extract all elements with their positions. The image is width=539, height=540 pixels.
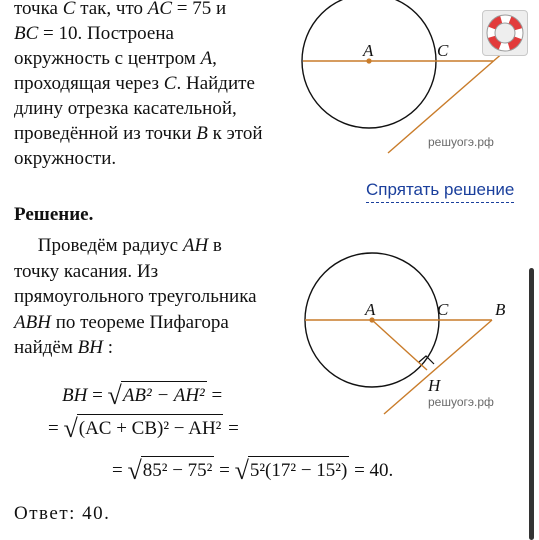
solution-heading: Решение.: [14, 204, 94, 225]
text-line: проходящая через C. Найдите: [14, 73, 255, 94]
text-line: точку касания. Из: [14, 260, 159, 282]
text-line: ABH по теореме Пифагора: [14, 311, 229, 333]
formula-radicand-3: 85² − 75²: [141, 456, 215, 485]
formula-radicand-4: 5²(17² − 15²): [248, 456, 349, 485]
text-line: BC = 10. Построена: [14, 23, 174, 44]
label-c: C: [437, 300, 449, 319]
text-line: Проведём радиус AH в: [14, 235, 222, 256]
text-line: длину отрезка касательной,: [14, 98, 237, 119]
label-h: H: [428, 376, 441, 395]
label-b: B: [495, 300, 506, 319]
label-a: A: [363, 41, 374, 60]
formula-line-3: = √85² − 75² = √5²(17² − 15²) = 40.: [112, 456, 394, 485]
scrollbar[interactable]: [529, 268, 534, 540]
formula-radicand-1: AB² − AH²: [121, 381, 207, 410]
formula-result: = 40.: [354, 460, 394, 481]
text-line: проведённой из точки B к этой: [14, 123, 263, 144]
hide-solution-link[interactable]: Спрятать решение: [366, 180, 514, 203]
formula-radicand-2: (AC + CB)² − AH²: [77, 414, 224, 443]
radius-ah: [372, 320, 427, 370]
text-line: найдём BH :: [14, 337, 114, 358]
formula-line-2: = √(AC + CB)² − AH² =: [48, 414, 239, 443]
label-a: A: [365, 300, 376, 319]
text-line: окружность с центром A,: [14, 48, 217, 69]
text-line: прямоугольного треугольника: [14, 286, 257, 307]
formula-bh: BH: [62, 385, 88, 406]
text-line: точка C так, что AC = 75 и: [14, 0, 227, 19]
watermark: решуогэ.рф: [428, 395, 494, 409]
label-c: C: [437, 41, 449, 60]
watermark: решуогэ.рф: [428, 135, 494, 149]
answer: Ответ: 40.: [14, 503, 111, 524]
text-line: окружности.: [14, 148, 117, 169]
formula-line-1: BH = √AB² − AH² =: [62, 381, 223, 410]
